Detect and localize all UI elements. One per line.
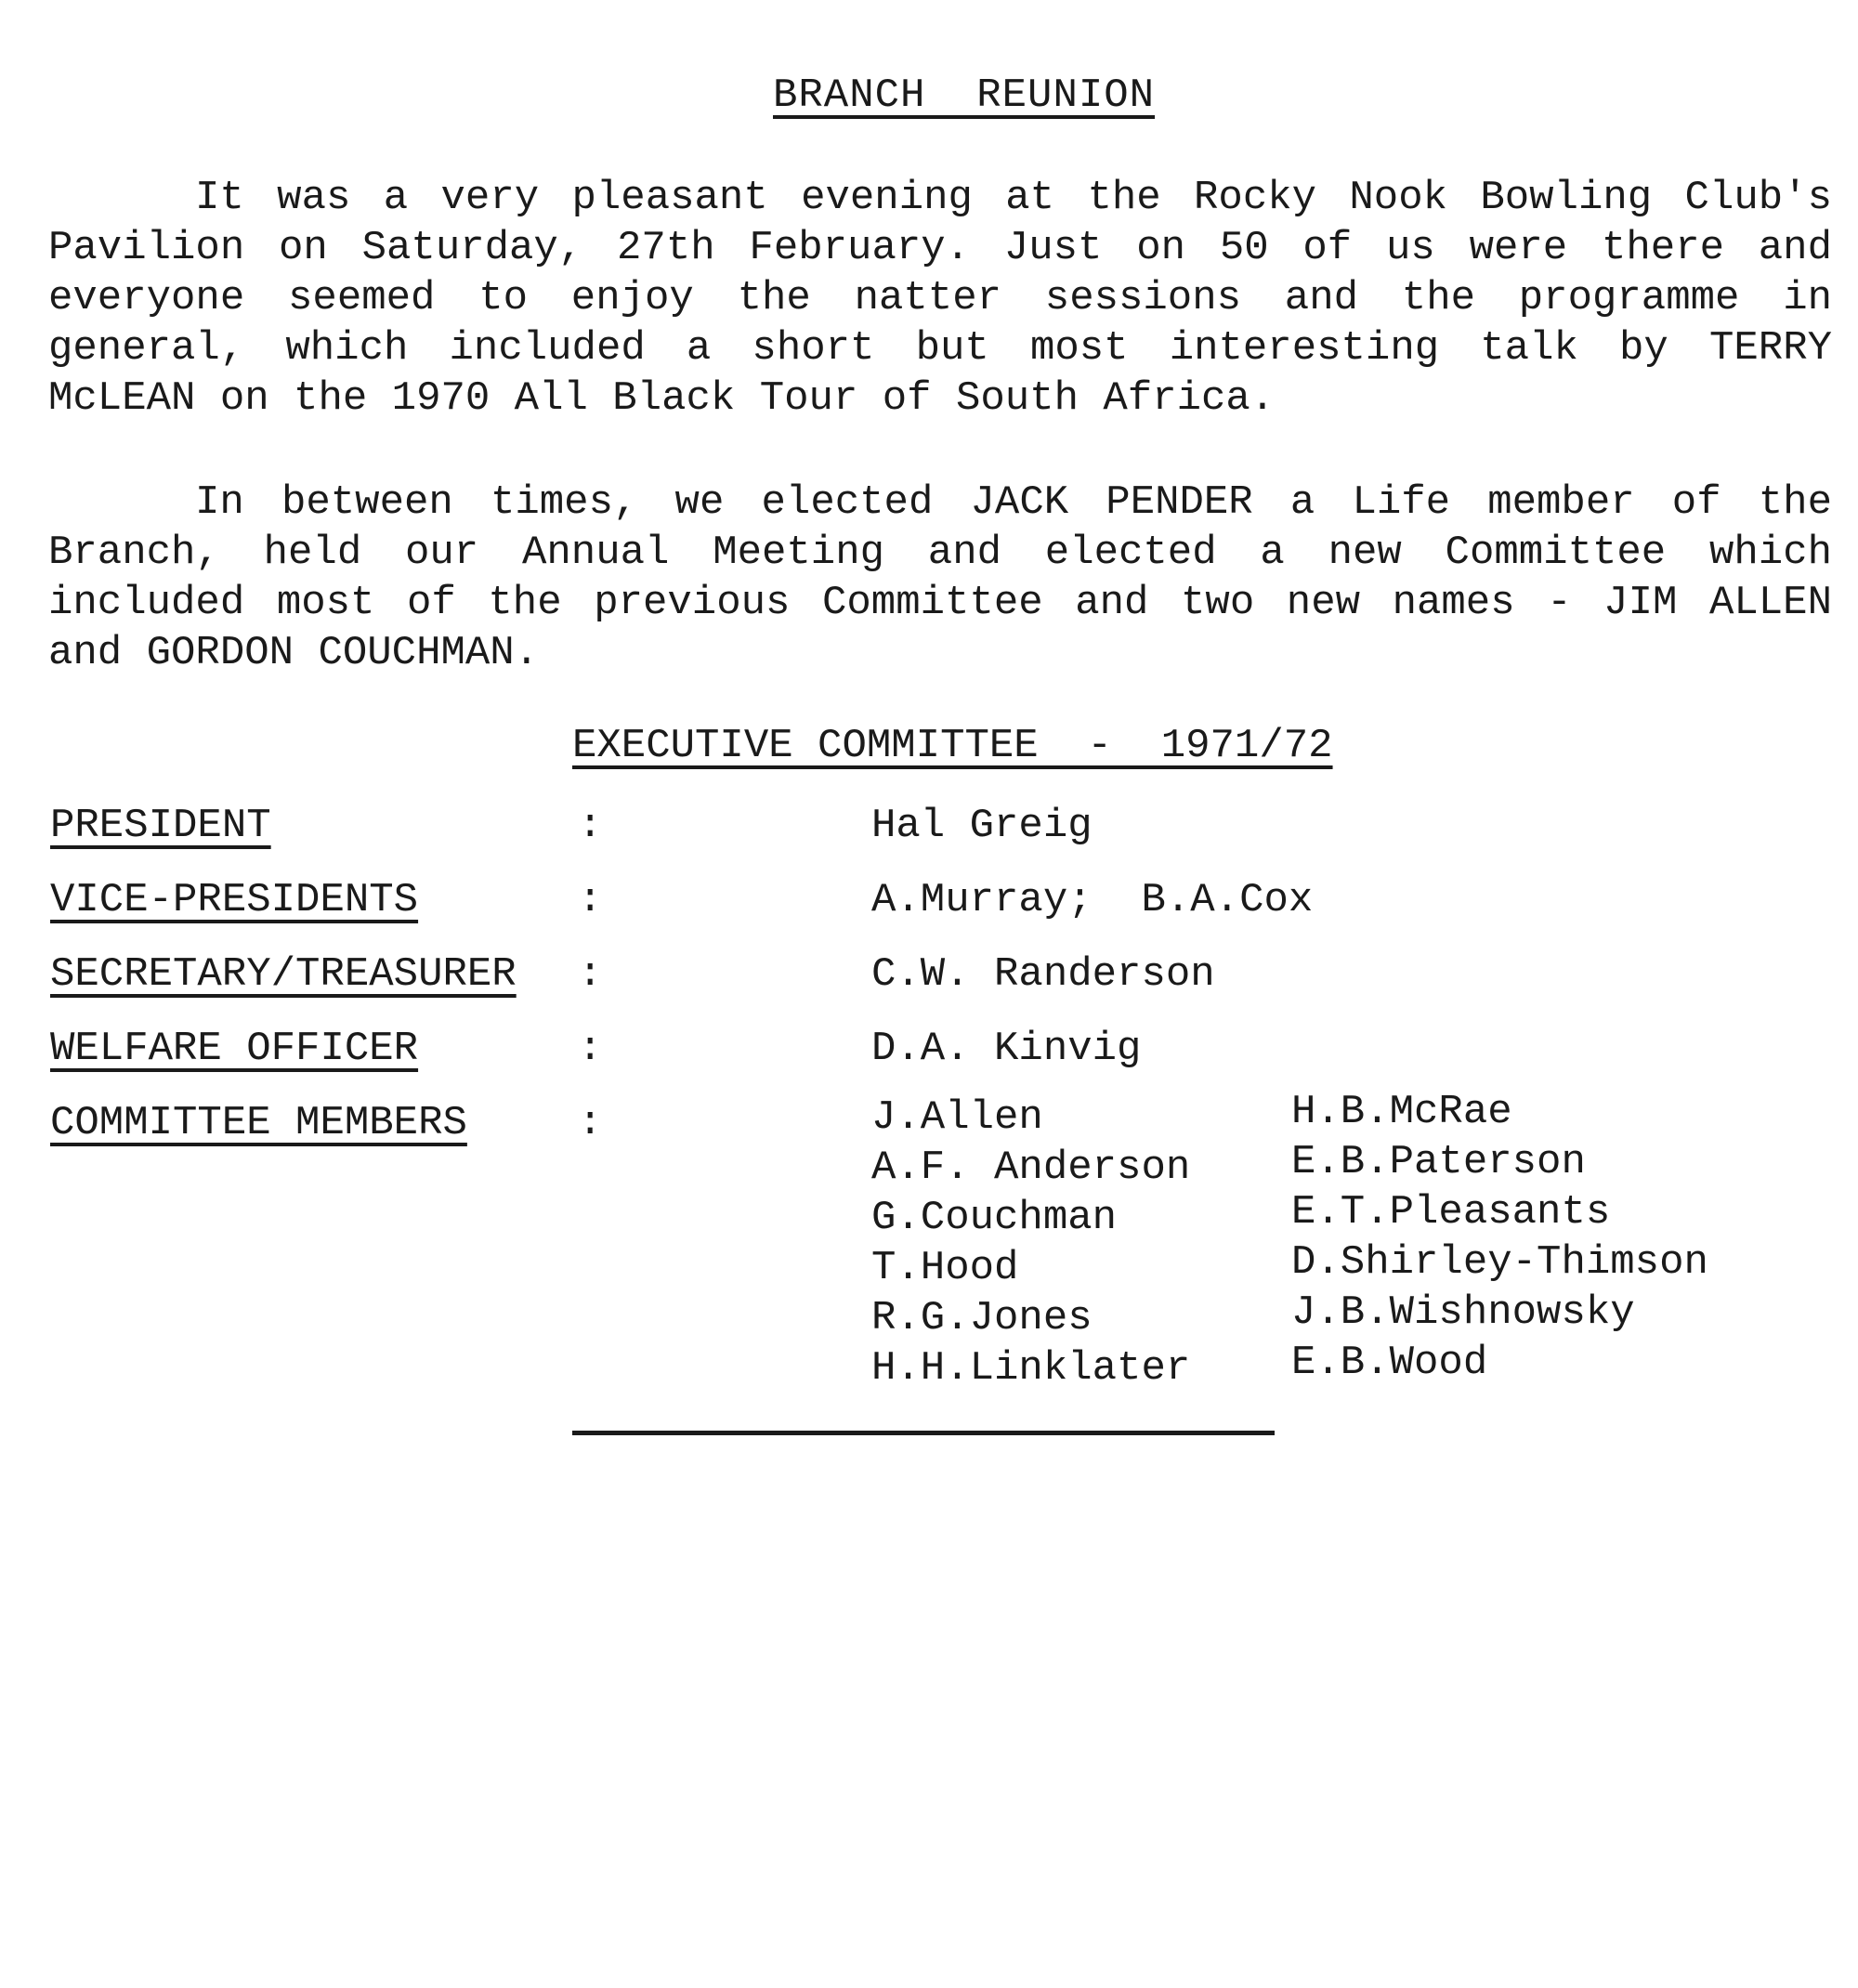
committee-member: E.B.Wood	[1291, 1340, 1488, 1386]
committee-member: D.Shirley-Thimson	[1291, 1239, 1708, 1286]
row-secretary-treasurer	[0, 949, 1858, 1005]
separator-colon: :	[578, 803, 603, 849]
committee-member: H.B.McRae	[1291, 1089, 1512, 1135]
committee-members-column-b	[1291, 1087, 1708, 1388]
committee-member: A.F. Anderson	[871, 1144, 1191, 1191]
committee-member: E.T.Pleasants	[1291, 1189, 1611, 1236]
holder-vice-presidents: A.Murray; B.A.Cox	[871, 877, 1314, 923]
row-president	[0, 801, 1858, 857]
committee-member: R.G.Jones	[871, 1295, 1093, 1341]
committee-member: G.Couchman	[871, 1195, 1118, 1241]
committee-members-column-a	[871, 1092, 1190, 1393]
paragraph-elections: In between times, we elected JACK PENDER a Life member of the Branch, held our Annual Meeting and elected a new Committee which included most of the previous Committee and two new names - JIM ALLEN and GORDON COUCHMAN.	[48, 479, 1832, 676]
role-welfare-officer: WELFARE OFFICER	[50, 1026, 419, 1072]
separator-colon: :	[578, 877, 603, 923]
row-welfare-officer	[0, 1024, 1858, 1079]
role-secretary-treasurer: SECRETARY/TREASURER	[50, 951, 517, 998]
committee-member: E.B.Paterson	[1291, 1139, 1586, 1185]
holder-secretary-treasurer: C.W. Randerson	[871, 951, 1215, 998]
holder-welfare-officer: D.A. Kinvig	[871, 1026, 1142, 1072]
paragraph-reunion-evening: It was a very pleasant evening at the Rocky Nook Bowling Club's Pavilion on Saturday, 27th February. Just on 50 of us were there and everyone seemed to enjoy the natter sessions and the programme in general, which included a short but most interesting talk by TERRY McLEAN on the 1970 All Black Tour of South Africa.	[48, 175, 1832, 422]
committee-member: T.Hood	[871, 1245, 1019, 1291]
closing-rule	[572, 1431, 1275, 1435]
holder-president: Hal Greig	[871, 803, 1093, 849]
role-committee-members: COMMITTEE MEMBERS	[50, 1100, 467, 1146]
row-vice-presidents	[0, 875, 1858, 931]
committee-member: H.H.Linklater	[871, 1345, 1191, 1392]
executive-committee-heading: EXECUTIVE COMMITTEE - 1971/72	[572, 723, 1333, 769]
separator-colon: :	[578, 951, 603, 998]
role-vice-presidents: VICE-PRESIDENTS	[50, 877, 419, 923]
separator-colon: :	[578, 1026, 603, 1072]
separator-colon: :	[578, 1100, 603, 1146]
role-president: PRESIDENT	[50, 803, 271, 849]
committee-member: J.B.Wishnowsky	[1291, 1289, 1635, 1336]
document-title: BRANCH REUNION	[773, 72, 1156, 119]
committee-member: J.Allen	[871, 1094, 1043, 1141]
